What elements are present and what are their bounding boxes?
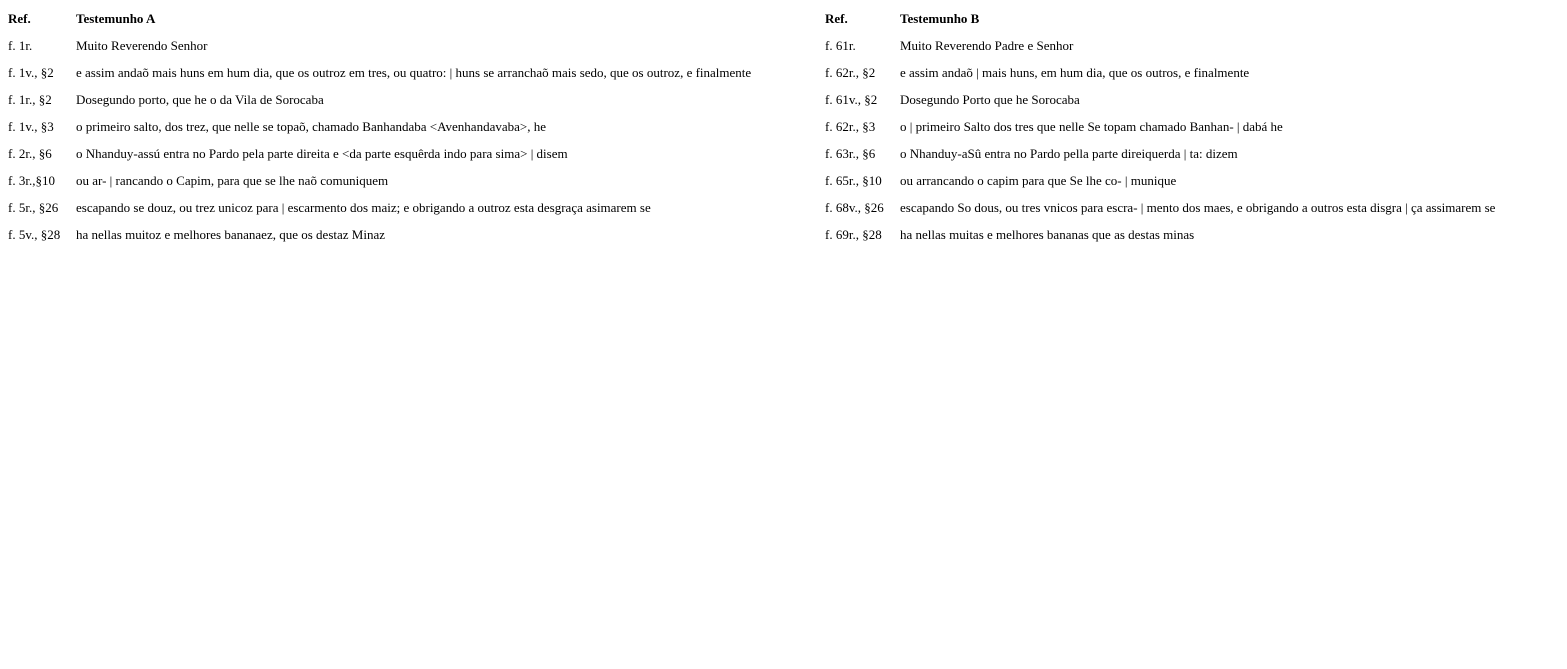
- ref-b-cell: f. 63r., §6: [825, 145, 876, 161]
- table-row: [4, 59, 1561, 86]
- ref-b-cell: f. 62r., §2: [825, 64, 876, 80]
- ref-a-cell: f. 5r., §26: [8, 199, 59, 215]
- ref-a-cell: f. 1r., §2: [8, 91, 52, 107]
- ref-a-cell: f. 3r.,§10: [8, 172, 55, 188]
- witness-b-text: Muito Reverendo Padre e Senhor: [900, 37, 1074, 53]
- header-ref-b: Ref.: [825, 10, 848, 26]
- table-row: [4, 140, 1561, 167]
- witness-b-text: Dosegundo Porto que he Sorocaba: [900, 91, 1080, 107]
- witness-b-text: e assim andaõ | mais huns, em hum dia, que os outros, e finalmente: [900, 64, 1250, 80]
- table-row: [4, 167, 1561, 194]
- witness-b-text: ou arrancando o capim para que Se lhe co- | munique: [900, 172, 1177, 188]
- table-header: [4, 5, 1561, 32]
- ref-b-cell: f. 68v., §26: [825, 199, 884, 215]
- witness-a-text: Dosegundo porto, que he o da Vila de Sorocaba: [76, 91, 324, 107]
- witness-a-text: ou ar- | rancando o Capim, para que se lhe naõ comuniquem: [76, 172, 389, 188]
- table-row: [4, 86, 1561, 113]
- header-witness-b: Testemunho B: [900, 10, 980, 26]
- witness-a-text: o Nhanduy-assú entra no Pardo pela parte direita e <da parte esquêrda indo para sima> | disem: [76, 145, 568, 161]
- ref-a-cell: f. 1v., §2: [8, 64, 54, 80]
- witness-b-text: escapando So dous, ou tres vnicos para escra- | mento dos maes, e obrigando a outros esta disgra | ça assimarem se: [900, 199, 1496, 215]
- witness-a-text: e assim andaõ mais huns em hum dia, que os outroz em tres, ou quatro: | huns se arranchaõ mais sedo, que os outroz, e finalmente: [76, 64, 752, 80]
- table-row: [4, 194, 1561, 221]
- header-witness-a: Testemunho A: [76, 10, 156, 26]
- ref-a-cell: f. 1r.: [8, 37, 33, 53]
- table-row: [4, 221, 1561, 248]
- ref-b-cell: f. 69r., §28: [825, 226, 882, 242]
- collation-table: [4, 5, 1561, 248]
- witness-a-text: Muito Reverendo Senhor: [76, 37, 208, 53]
- ref-a-cell: f. 5v., §28: [8, 226, 61, 242]
- ref-b-cell: f. 61v., §2: [825, 91, 878, 107]
- witness-a-text: o primeiro salto, dos trez, que nelle se topaõ, chamado Banhandaba <Avenhandavaba>, he: [76, 118, 546, 134]
- witness-a-text: escapando se douz, ou trez unicoz para | escarmento dos maiz; e obrigando a outroz esta desgraça asimarem se: [76, 199, 651, 215]
- ref-a-cell: f. 1v., §3: [8, 118, 54, 134]
- witness-a-text: ha nellas muitoz e melhores bananaez, que os destaz Minaz: [76, 226, 385, 242]
- header-ref-a: Ref.: [8, 10, 31, 26]
- ref-b-cell: f. 61r.: [825, 37, 856, 53]
- header-row: [4, 5, 1561, 32]
- table-body: [4, 32, 1561, 248]
- witness-b-text: o Nhanduy-aSû entra no Pardo pella parte direiquerda | ta: dizem: [900, 145, 1238, 161]
- ref-a-cell: f. 2r., §6: [8, 145, 52, 161]
- table-row: [4, 32, 1561, 59]
- table-row: [4, 113, 1561, 140]
- witness-b-text: o | primeiro Salto dos tres que nelle Se topam chamado Banhan- | dabá he: [900, 118, 1283, 134]
- witness-b-text: ha nellas muitas e melhores bananas que as destas minas: [900, 226, 1195, 242]
- ref-b-cell: f. 62r., §3: [825, 118, 876, 134]
- ref-b-cell: f. 65r., §10: [825, 172, 882, 188]
